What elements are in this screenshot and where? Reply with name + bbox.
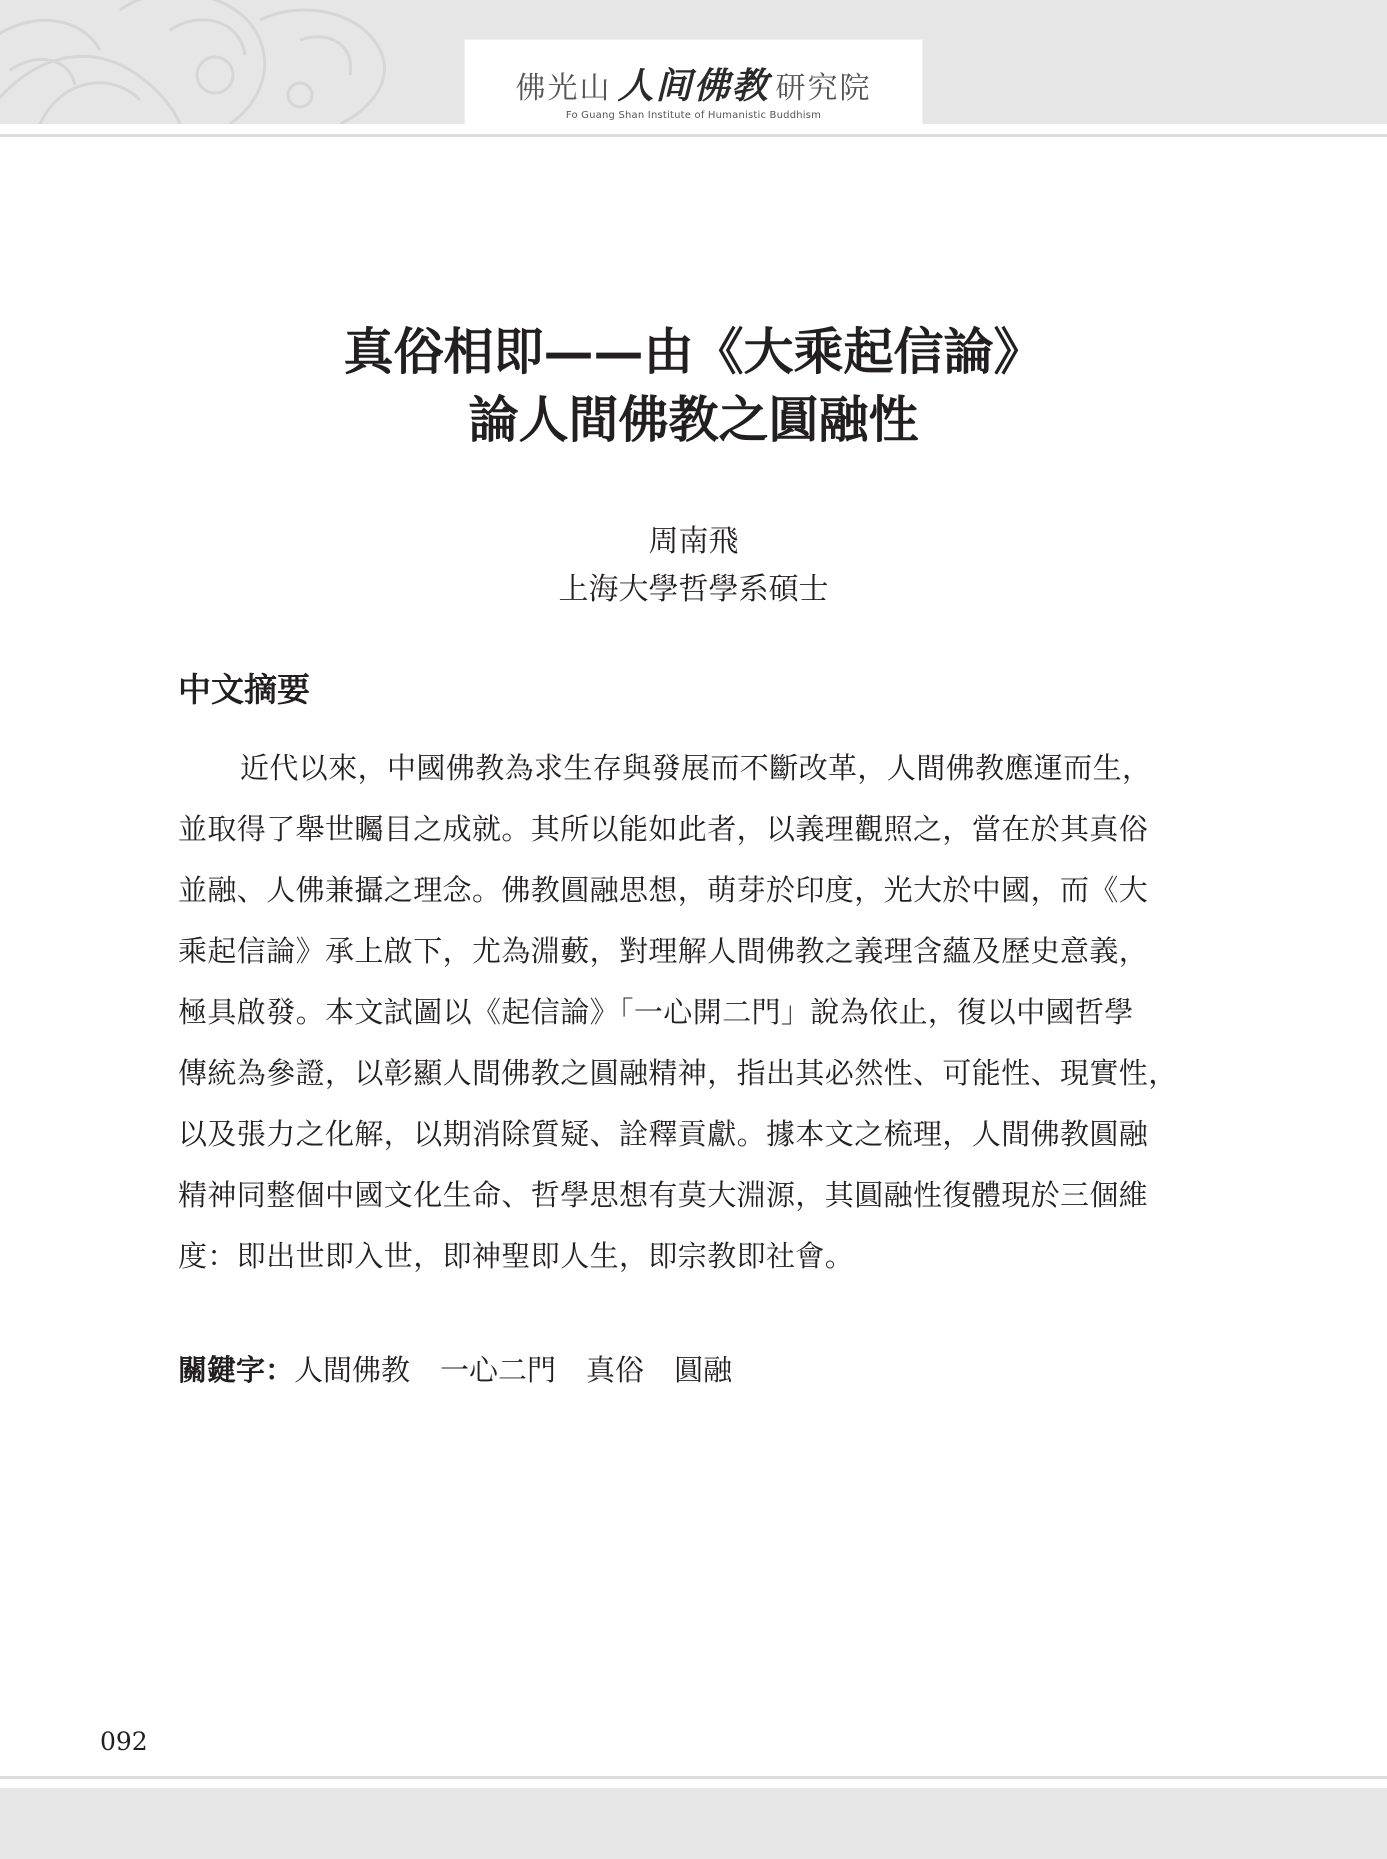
logo-suffix: 研究院 (775, 71, 872, 106)
header-divider (0, 134, 1387, 137)
lotus-ornament-icon (0, 0, 420, 124)
footer-divider (0, 1776, 1387, 1779)
logo-brand: 人间佛教 (617, 65, 770, 107)
logo-prefix: 佛光山 (515, 71, 612, 106)
institute-logo (465, 40, 922, 124)
keyword: 圓融 (674, 1353, 733, 1387)
header-band (0, 0, 1387, 124)
paper-title (0, 318, 1387, 454)
author-affiliation: 上海大學哲學系碩士 (558, 572, 829, 607)
abstract-line: 並融、人佛兼攝之理念。佛教圓融思想，萌芽於印度，光大於中國，而《大 (178, 873, 1149, 907)
keywords-label: 關鍵字： (178, 1353, 295, 1387)
page-number: 092 (100, 1727, 148, 1756)
footer-band (0, 1788, 1387, 1859)
abstract-line: 傳統為參證，以彰顯人間佛教之圓融精神，指出其必然性、可能性、現實性， (178, 1056, 1178, 1090)
abstract-line: 乘起信論》承上啟下，尤為淵藪，對理解人間佛教之義理含蘊及歷史意義， (178, 934, 1149, 968)
abstract-line: 精神同整個中國文化生命、哲學思想有莫大淵源，其圓融性復體現於三個維 (178, 1178, 1149, 1212)
abstract-line: 度：即出世即入世，即神聖即人生，即宗教即社會。 (178, 1239, 855, 1273)
logo-subtitle: Fo Guang Shan Institute of Humanistic Buddhism (565, 110, 822, 121)
abstract-heading: 中文摘要 (178, 670, 310, 709)
keyword: 一心二門 (440, 1353, 557, 1387)
keyword: 人間佛教 (294, 1353, 411, 1387)
logo-title (465, 58, 922, 109)
abstract-line: 並取得了舉世矚目之成就。其所以能如此者，以義理觀照之，當在於其真俗 (178, 812, 1149, 846)
abstract-line: 以及張力之化解，以期消除質疑、詮釋貢獻。據本文之梳理，人間佛教圓融 (178, 1117, 1149, 1151)
title-line-1: 真俗相即——由《大乘起信論》 (343, 322, 1044, 381)
author-block (0, 518, 1387, 614)
abstract-line: 極具啟發。本文試圖以《起信論》「一心開二門」說為依止，復以中國哲學 (178, 995, 1134, 1029)
abstract-body (178, 738, 1206, 1287)
keywords (178, 1348, 762, 1392)
keyword: 真俗 (586, 1353, 645, 1387)
title-line-2: 論人間佛教之圓融性 (468, 390, 919, 449)
author-name: 周南飛 (648, 524, 739, 559)
abstract-line: 近代以來，中國佛教為求生存與發展而不斷改革，人間佛教應運而生， (240, 751, 1152, 785)
